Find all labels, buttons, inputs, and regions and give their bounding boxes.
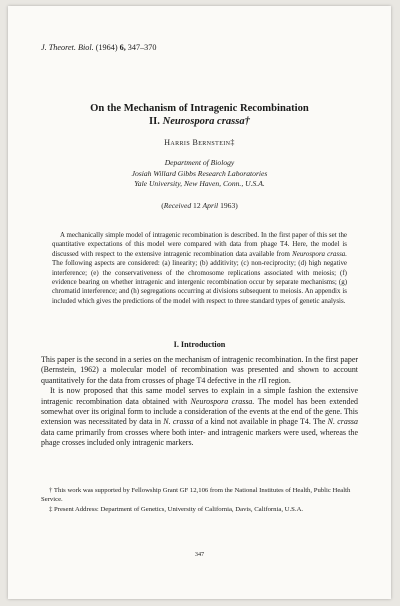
subtitle-species: Neurospora crassa† [162, 116, 250, 127]
introduction-body [41, 355, 358, 449]
footnote-funding: † This work was supported by Fellowship Grant GF 12,106 from the National Institutes of Health, Public Health Service. [41, 487, 351, 503]
title-block [41, 102, 358, 210]
section-heading: I. Introduction [173, 340, 226, 349]
affiliation-laboratory: Josiah Willard Gibbs Research Laboratories [131, 168, 268, 178]
paragraph: This paper is the second in a series on the mechanism of intragenic recombination. In the first paper (Bernstein, 1962) a molecular model of recombination was presented and shown to account quantitatively for the data from crosses of phage T4 defective in the rII region. [41, 355, 358, 385]
footnote-address: ‡ Present Address: Department of Genetics, University of California, Davis, California, U.S.A. [49, 505, 304, 513]
affiliation-university: Yale University, New Haven, Conn., U.S.A. [134, 179, 265, 188]
journal-citation [41, 43, 156, 52]
footnotes [41, 487, 358, 515]
journal-year: (1964) [95, 43, 118, 52]
page-number: 347 [194, 551, 205, 558]
journal-volume: 6, [119, 43, 126, 52]
author-name: Harris Bernstein‡ [164, 138, 235, 147]
paper-title: On the Mechanism of Intragenic Recombination [90, 103, 309, 114]
received-date: (Received 12 April 1963) [161, 200, 238, 210]
affiliation-department: Department of Biology [164, 158, 235, 167]
abstract: A mechanically simple model of intragenic recombination is described. In the first paper of this set the quantitative expectations of this model were compared with data from phage T4. Here, the model is discussed with respect to the extensive intragenic recombination data available from Neurospora crassa. The following aspects are considered: (a) linearity; (b) additivity; (c) non-reciprocity; (d) high negative interference; (e) the conservativeness of the chromosome replications associated with meiosis; (f) evidence bearing on whether intragenic and intergenic recombination occur by separate mechanisms; (g) chromatid interference; and (h) segregations occurring at divisions subsequent to meiosis. An appendix is included which gives the predictions of the model with respect to three standard types of genetic analysis. [52, 231, 347, 305]
journal-pages: 347–370 [127, 43, 157, 52]
journal-name: J. Theoret. Biol. [41, 43, 94, 52]
affiliation [41, 158, 358, 190]
paper-subtitle [41, 115, 358, 128]
subtitle-number: II. [149, 116, 160, 127]
paragraph: It is now proposed that this same model serves to explain in a simple fashion the extensive intragenic recombination data obtained with Neurospora crassa. The model has been extended somewhat over its original form to include a consideration of the events at the end of the gene. This extension was necessitated by data in N. crassa of a kind not available in phage T4. The N. crassa data came primarily from crosses where both inter- and intragenic markers were used, whereas the phage crosses included only intragenic markers. [41, 386, 358, 448]
journal-page [8, 6, 391, 599]
